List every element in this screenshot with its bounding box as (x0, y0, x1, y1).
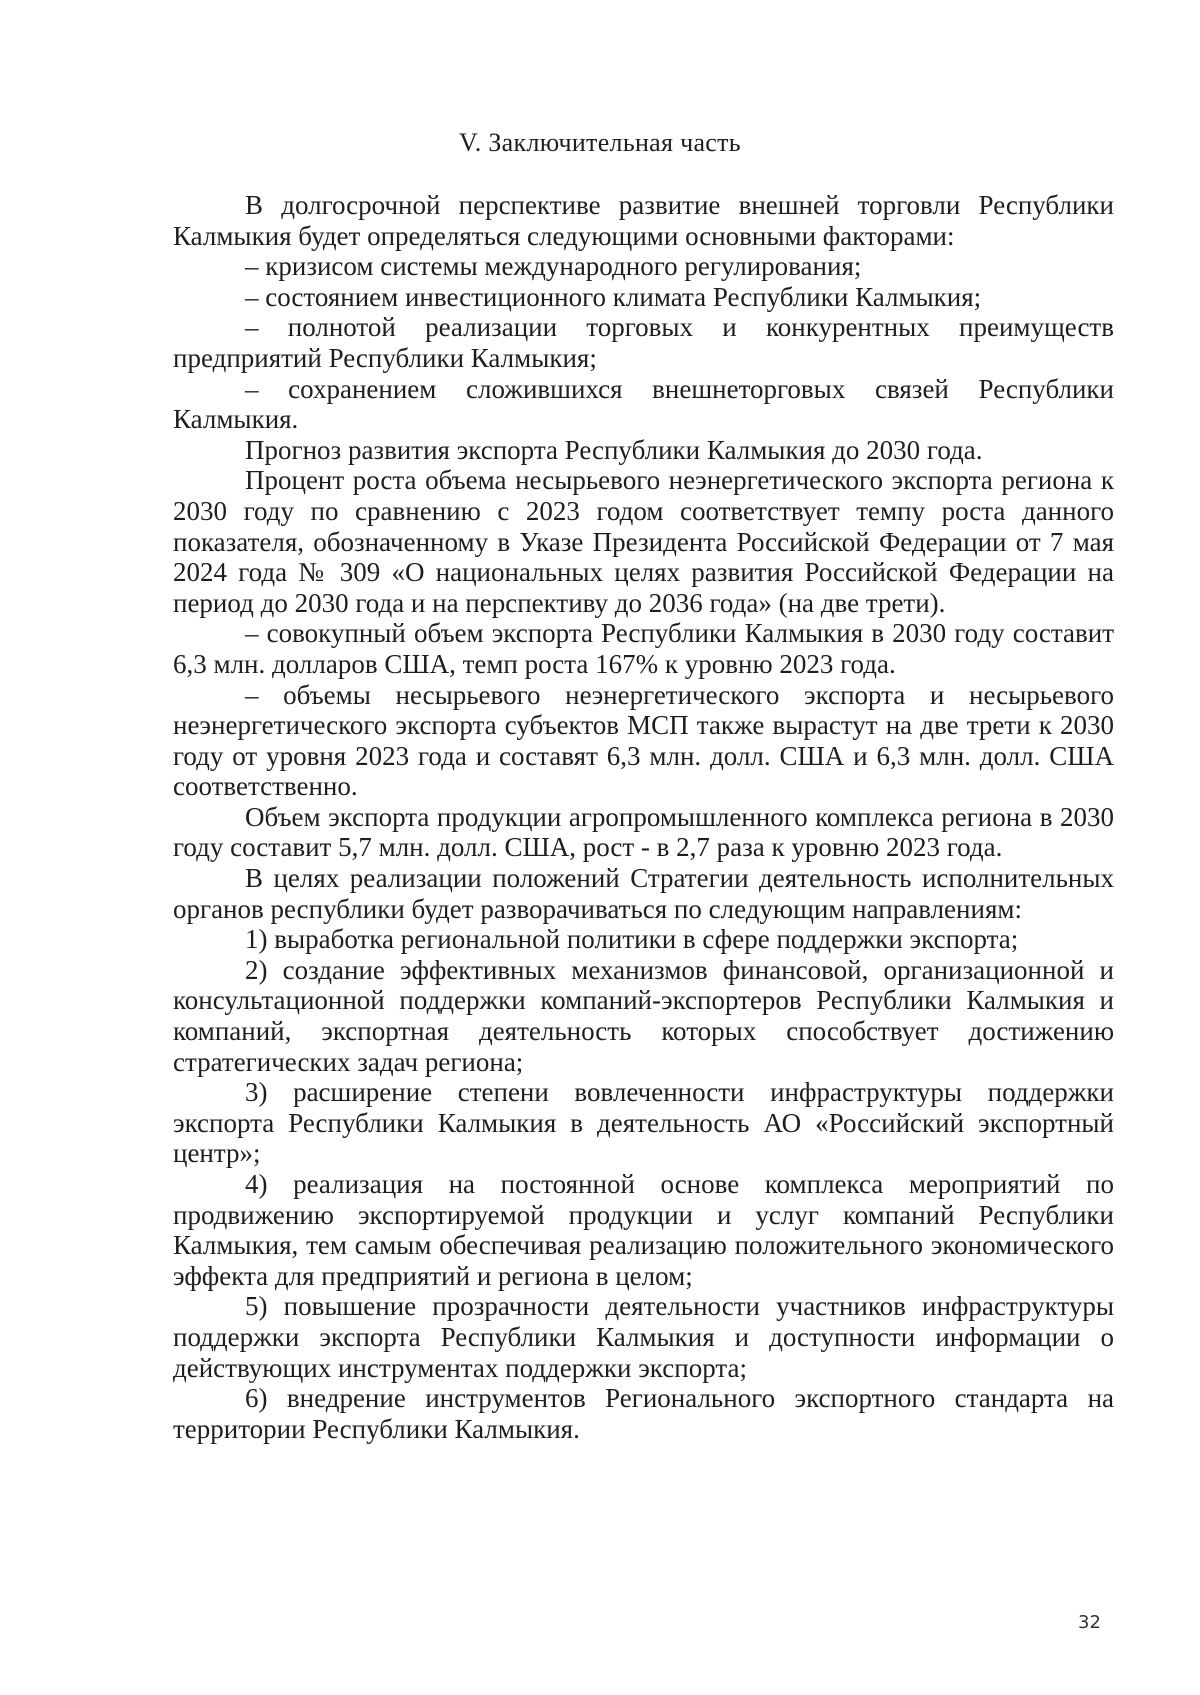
paragraph-direction-4: 4) реализация на постоянной основе комплекса мероприятий по продвижению экспортируемой продукции и услуг компаний Республики Калмыкия, тем самым обеспечивая реализацию положительного экономического эффекта для предприятий и региона в целом; (173, 1169, 1114, 1291)
paragraph-direction-1: 1) выработка региональной политики в сфере поддержки экспорта; (245, 924, 1019, 955)
paragraph-factor-2: – состоянием инвестиционного климата Республики Калмыкия; (245, 281, 982, 312)
paragraph-intro: В долгосрочной перспективе развитие внешней торговли Республики Калмыкия будет определяться следующими основными факторами: (173, 190, 1114, 251)
paragraph-direction-3: 3) расширение степени вовлеченности инфраструктуры поддержки экспорта Республики Калмыкия в деятельность АО «Российский экспортный центр»; (173, 1077, 1114, 1169)
paragraph-forecast-heading: Прогноз развития экспорта Республики Калмыкия до 2030 года. (245, 434, 983, 465)
paragraph-non-resource-export: – объемы несырьевого неэнергетического экспорта и несырьевого неэнергетического экспорта субъектов МСП также вырастут на две трети к 2030 году от уровня 2023 года и составят 6,3 млн. долл. США и 6,3 млн. долл. США соответственно. (173, 679, 1114, 802)
paragraph-direction-5: 5) повышение прозрачности деятельности участников инфраструктуры поддержки экспорта Республики Калмыкия и доступности информации о действующих инструментах поддержки экспорта; (173, 1291, 1114, 1383)
paragraph-total-export: – совокупный объем экспорта Республики Калмыкия в 2030 году составит 6,3 млн. долларов США, темп роста 167% к уровню 2023 года. (173, 618, 1114, 679)
paragraph-factor-1: – кризисом системы международного регулирования; (245, 251, 862, 282)
paragraph-growth-rate: Процент роста объема несырьевого неэнергетического экспорта региона к 2030 году по сравнению с 2023 годом соответствует темпу роста данного показателя, обозначенному в Указе Президента Российской Федерации от 7 мая 2024 года № 309 «О национальных целях развития Российской Федерации на период до 2030 года и на перспективу до 2036 года» (на две трети). (173, 465, 1114, 618)
paragraph-factor-4: – сохранением сложившихся внешнеторговых связей Республики Калмыкия. (173, 373, 1114, 435)
paragraph-factor-3: – полнотой реализации торговых и конкурентных преимуществ предприятий Республики Калмыкия; (173, 312, 1114, 373)
section-title: V. Заключительная часть (459, 128, 741, 157)
page-number: 32 (1078, 1612, 1101, 1633)
body-text (173, 190, 1114, 1444)
paragraph-direction-6: 6) внедрение инструментов Регионального экспортного стандарта на территории Республики Калмыкия. (173, 1383, 1114, 1444)
paragraph-direction-2: 2) создание эффективных механизмов финансовой, организационной и консультационной поддержки компаний-экспортеров Республики Калмыкия и компаний, экспортная деятельность которых способствует достижению стратегических задач региона; (173, 954, 1114, 1077)
paragraph-agro-export: Объем экспорта продукции агропромышленного комплекса региона в 2030 году составит 5,7 млн. долл. США, рост - в 2,7 раза к уровню 2023 года. (173, 801, 1114, 863)
paragraph-directions-intro: В целях реализации положений Стратегии деятельность исполнительных органов республики будет разворачиваться по следующим направлениям: (173, 863, 1114, 924)
